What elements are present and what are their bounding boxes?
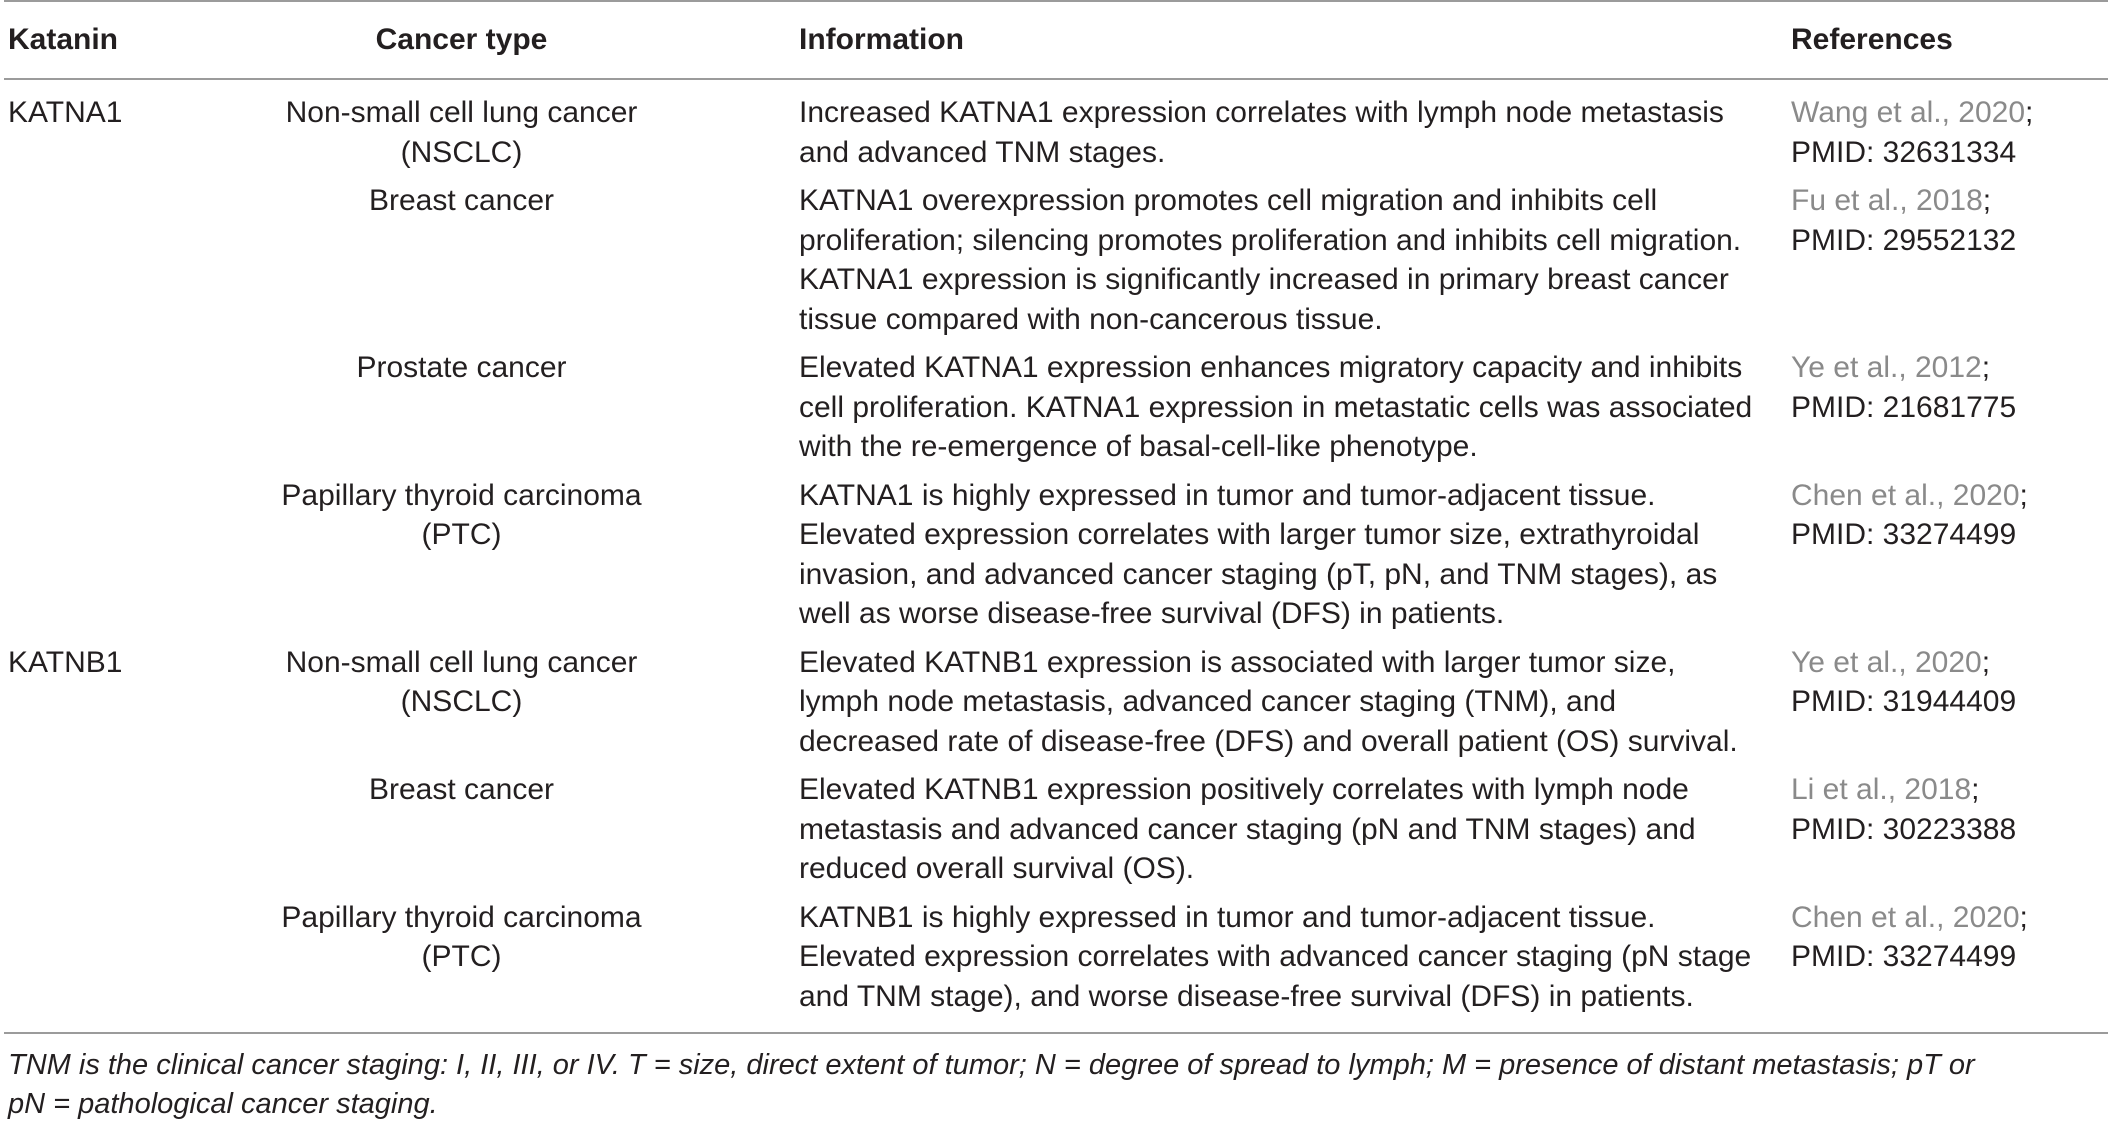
table-header <box>4 1 2108 79</box>
cell-katanin: KATNA1 <box>8 96 123 129</box>
table-row <box>4 476 2108 643</box>
information-line: KATNA1 expression is significantly increased in primary breast cancer <box>799 263 1729 296</box>
cell-references: Ye et al., 2020; PMID: 31944409 <box>1791 643 2108 771</box>
information-line: well as worse disease-free survival (DFS) in patients. <box>799 597 1505 630</box>
table-row <box>4 898 2108 1034</box>
cell-cancer-type <box>194 770 729 898</box>
cancer-type-line: Breast cancer <box>368 184 555 217</box>
reference-pmid: PMID: 33274499 <box>1791 940 2017 973</box>
cell-cancer-type <box>194 348 729 476</box>
cell-katanin <box>4 348 194 476</box>
header-cancer-type: Cancer type <box>375 23 548 57</box>
cell-cancer-type <box>194 181 729 348</box>
cell-information <box>729 643 1791 771</box>
table-row <box>4 181 2108 348</box>
cell-information <box>729 770 1791 898</box>
reference-pmid: PMID: 32631334 <box>1791 135 2017 169</box>
information-line: cell proliferation. KATNA1 expression in metastatic cells was associated <box>799 390 1753 424</box>
cancer-type-line: Breast cancer <box>368 773 555 806</box>
information-line: and TNM stage), and worse disease-free survival (DFS) in patients. <box>799 979 1694 1013</box>
information-line: tissue compared with non-cancerous tissue. <box>799 302 1383 336</box>
cancer-type-line: Papillary thyroid carcinoma <box>281 900 642 934</box>
cancer-type-abbrev: (PTC) <box>421 518 502 551</box>
table-footnote <box>4 1034 2108 1124</box>
header-references: References <box>1791 23 1953 57</box>
information-line: Elevated KATNB1 expression positively correlates with lymph node <box>799 773 1689 806</box>
information-line: with the re-emergence of basal-cell-like phenotype. <box>799 430 1478 463</box>
cell-katanin <box>4 770 194 898</box>
header-row <box>4 1 2108 79</box>
reference-citation-link[interactable]: Chen et al., 2020 <box>1791 478 2020 512</box>
cell-information <box>729 79 1791 181</box>
header-katanin: Katanin <box>8 23 119 57</box>
reference-citation-link[interactable]: Chen et al., 2020 <box>1791 900 2020 934</box>
footnote-line-1: TNM is the clinical cancer staging: I, II, III, or IV. T = size, direct extent of tumor; N = degree of spread to lymph; M = presence of distant metastasis; pT or <box>8 1049 1975 1081</box>
cancer-type-abbrev: (NSCLC) <box>400 135 523 169</box>
information-line: Elevated expression correlates with larger tumor size, extrathyroidal <box>799 518 1700 551</box>
table-row <box>4 79 2108 181</box>
information-line: KATNA1 overexpression promotes cell migration and inhibits cell <box>799 184 1658 217</box>
table-row <box>4 770 2108 898</box>
information-line: Elevated KATNB1 expression is associated with larger tumor size, <box>799 645 1676 679</box>
cell-katanin <box>4 181 194 348</box>
reference-pmid: PMID: 33274499 <box>1791 518 2017 551</box>
information-line: reduced overall survival (OS). <box>799 852 1195 885</box>
cell-katanin: KATNB1 <box>8 645 123 679</box>
cell-information <box>729 348 1791 476</box>
cell-cancer-type <box>194 79 729 181</box>
cell-references: Fu et al., 2018; PMID: 29552132 <box>1791 181 2108 348</box>
reference-pmid: PMID: 31944409 <box>1791 685 2017 718</box>
cell-references: Ye et al., 2012; PMID: 21681775 <box>1791 348 2108 476</box>
reference-pmid: PMID: 21681775 <box>1791 390 2017 424</box>
cell-cancer-type <box>194 643 729 771</box>
information-line: invasion, and advanced cancer staging (pT, pN, and TNM stages), as <box>799 557 1718 591</box>
table-row <box>4 348 2108 476</box>
reference-pmid: PMID: 29552132 <box>1791 223 2017 257</box>
information-line: decreased rate of disease-free (DFS) and overall patient (OS) survival. <box>799 724 1738 758</box>
reference-citation-link[interactable]: Li et al., 2018 <box>1791 773 1972 806</box>
cell-information <box>729 181 1791 348</box>
cell-references: Li et al., 2018; PMID: 30223388 <box>1791 770 2108 898</box>
cell-cancer-type <box>194 898 729 1034</box>
table-body <box>4 79 2108 1033</box>
cell-references: Chen et al., 2020; PMID: 33274499 <box>1791 898 2108 1034</box>
table-row <box>4 643 2108 771</box>
reference-citation-link[interactable]: Ye et al., 2012 <box>1791 351 1982 384</box>
cell-cancer-type <box>194 476 729 643</box>
information-line: Elevated KATNA1 expression enhances migratory capacity and inhibits <box>799 351 1743 384</box>
reference-pmid: PMID: 30223388 <box>1791 812 2017 846</box>
information-line: Elevated expression correlates with advanced cancer staging (pN stage <box>799 940 1752 973</box>
information-line: proliferation; silencing promotes proliferation and inhibits cell migration. <box>799 223 1742 257</box>
cancer-type-abbrev: (PTC) <box>421 940 502 973</box>
information-line: KATNB1 is highly expressed in tumor and tumor-adjacent tissue. <box>799 900 1656 934</box>
reference-citation-link[interactable]: Fu et al., 2018 <box>1791 184 1983 217</box>
reference-citation-link[interactable]: Wang et al., 2020 <box>1791 96 2026 129</box>
cancer-type-line: Prostate cancer <box>356 351 567 384</box>
cancer-type-line: Non-small cell lung cancer <box>285 96 638 129</box>
information-line: metastasis and advanced cancer staging (pN and TNM stages) and <box>799 812 1696 846</box>
information-line: and advanced TNM stages. <box>799 135 1166 169</box>
cancer-type-line: Papillary thyroid carcinoma <box>281 478 642 512</box>
katanin-cancer-table <box>4 0 2108 1034</box>
header-information: Information <box>799 23 964 57</box>
cell-katanin <box>4 476 194 643</box>
reference-citation-link[interactable]: Ye et al., 2020 <box>1791 645 1982 679</box>
cancer-type-line: Non-small cell lung cancer <box>285 645 638 679</box>
information-line: Increased KATNA1 expression correlates with lymph node metastasis <box>799 96 1724 129</box>
information-line: lymph node metastasis, advanced cancer staging (TNM), and <box>799 685 1617 718</box>
information-line: KATNA1 is highly expressed in tumor and tumor-adjacent tissue. <box>799 478 1656 512</box>
cell-information <box>729 898 1791 1034</box>
cell-information <box>729 476 1791 643</box>
cancer-type-abbrev: (NSCLC) <box>400 685 523 718</box>
cell-references: Chen et al., 2020; PMID: 33274499 <box>1791 476 2108 643</box>
cell-katanin <box>4 898 194 1034</box>
cell-references: Wang et al., 2020; PMID: 32631334 <box>1791 79 2108 181</box>
footnote-line-2: pN = pathological cancer staging. <box>8 1088 438 1120</box>
